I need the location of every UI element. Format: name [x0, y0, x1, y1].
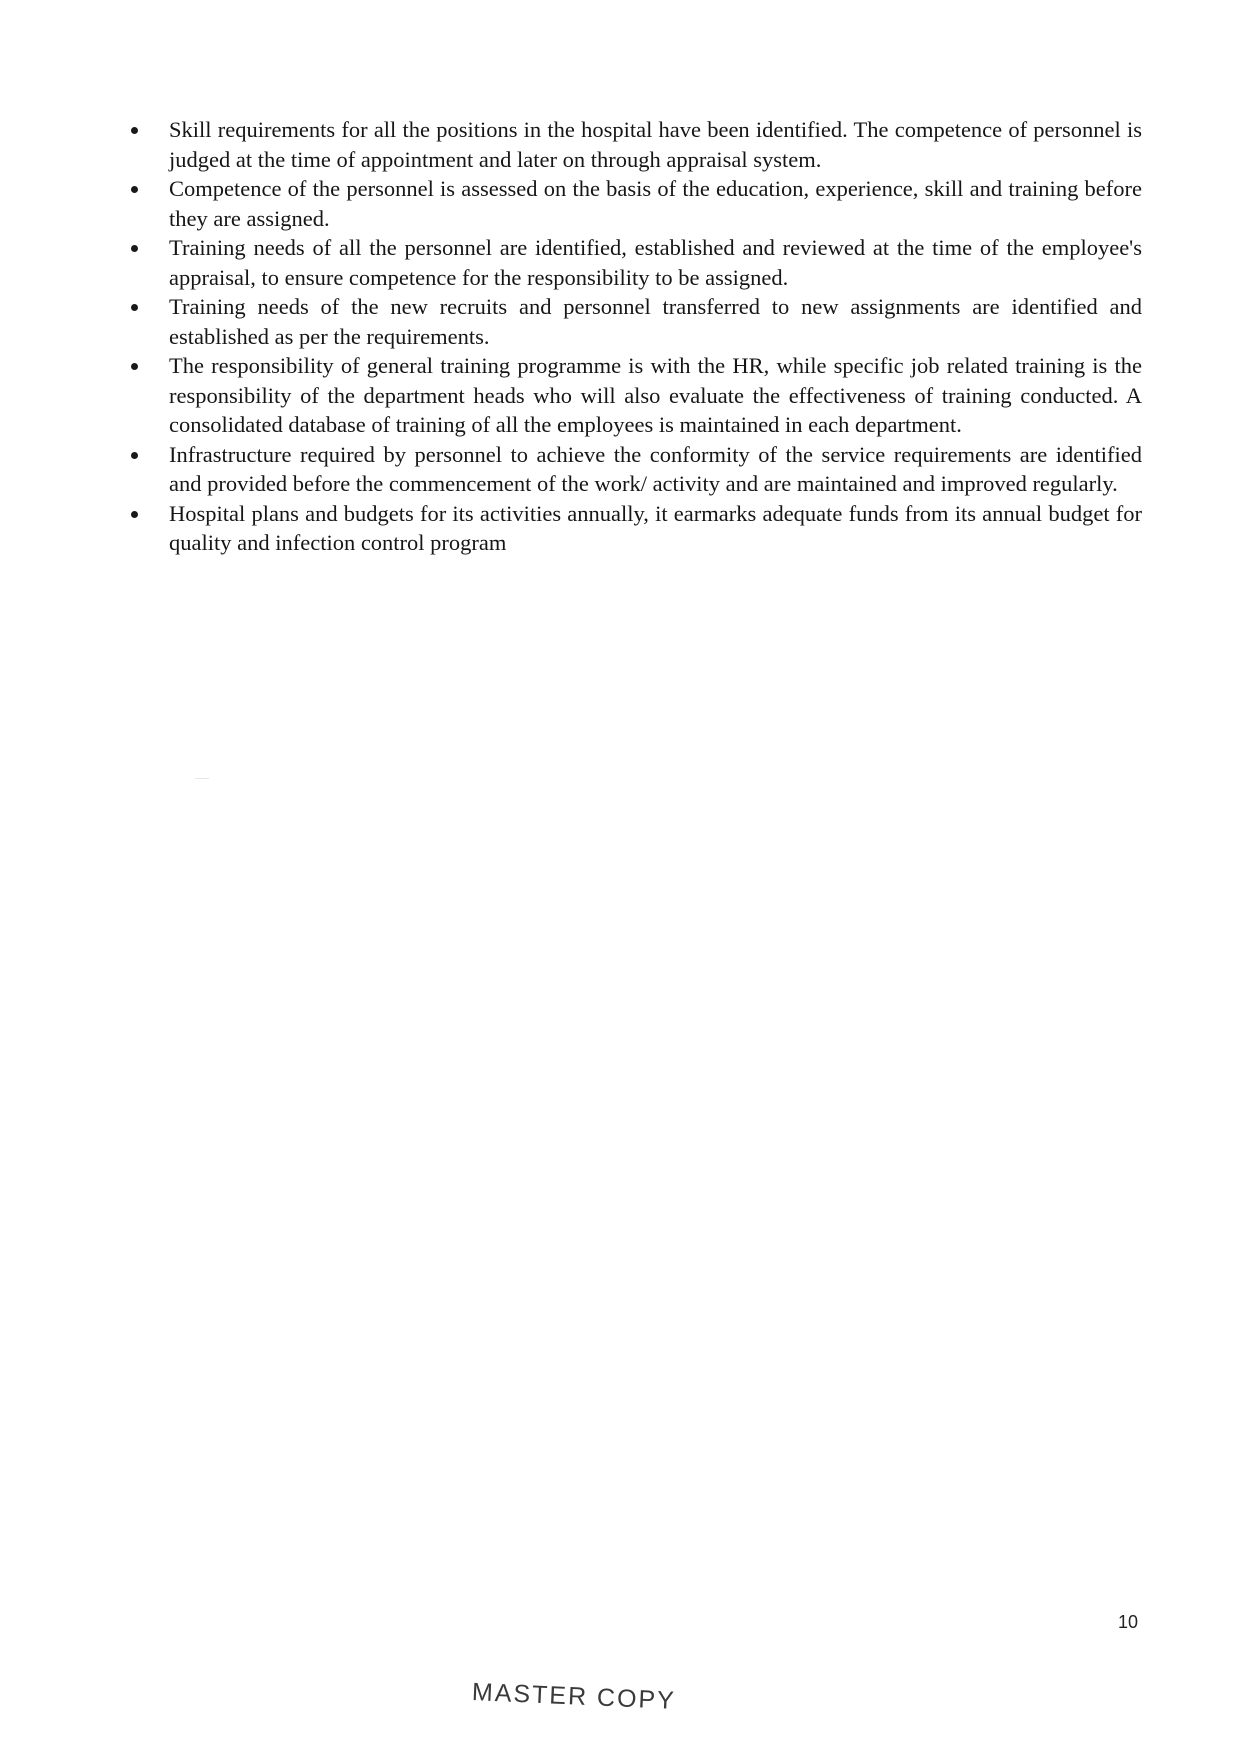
scan-speck — [195, 778, 209, 779]
bullet-icon — [131, 511, 138, 518]
page-number: 10 — [1118, 1612, 1139, 1632]
list-item-text: Infrastructure required by personnel to achieve the conformity of the service requirements are identified and provided before the commencement of the work/ activity and are maintained and improved regularly. — [169, 441, 1142, 496]
list-item — [127, 115, 1142, 174]
list-item-text: Hospital plans and budgets for its activities annually, it earmarks adequate funds from its annual budget for quality and infection control program — [169, 500, 1142, 555]
bullet-icon — [131, 452, 138, 459]
bullet-list — [127, 115, 1142, 558]
bullet-icon — [131, 127, 138, 134]
bullet-icon — [131, 245, 138, 252]
list-item-text: The responsibility of general training programme is with the HR, while specific job related training is the responsibility of the department heads who will also evaluate the effectiveness of training conducted. A consolidated database of training of all the employees is maintained in each department. — [169, 353, 1142, 437]
bullet-icon — [131, 304, 138, 311]
list-item-text: Skill requirements for all the positions in the hospital have been identified. The competence of personnel is judged at the time of appointment and later on through appraisal system. — [169, 117, 1142, 172]
list-item — [127, 292, 1142, 351]
list-item — [127, 233, 1142, 292]
list-item — [127, 499, 1142, 558]
list-item-text: Training needs of all the personnel are identified, established and reviewed at the time of the employee's appraisal, to ensure competence for the responsibility to be assigned. — [169, 235, 1142, 290]
list-item-text: Training needs of the new recruits and personnel transferred to new assignments are identified and established as per the requirements. — [169, 294, 1142, 349]
master-copy-stamp: MASTER COPY — [471, 1678, 677, 1715]
list-item-text: Competence of the personnel is assessed on the basis of the education, experience, skill and training before they are assigned. — [169, 176, 1142, 231]
list-item — [127, 440, 1142, 499]
bullet-icon — [131, 186, 138, 193]
bullet-icon — [131, 363, 138, 370]
list-item — [127, 351, 1142, 440]
list-item — [127, 174, 1142, 233]
